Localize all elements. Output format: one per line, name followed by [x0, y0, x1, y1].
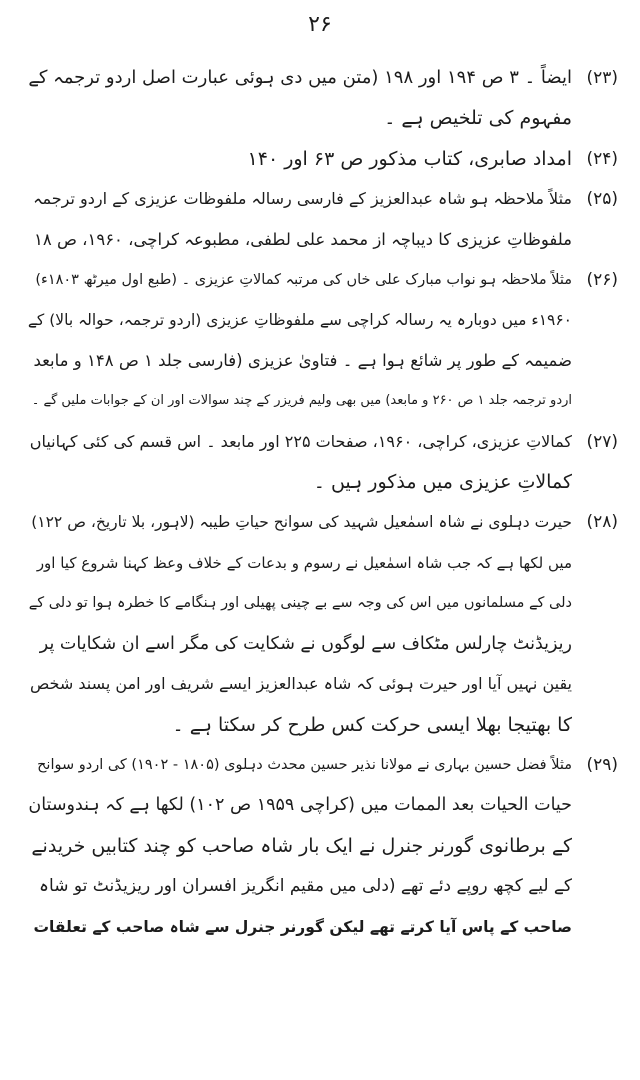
footnotes-list	[28, 58, 618, 947]
footnote-number: (۲۶)	[586, 270, 618, 291]
footnote-line: صاحب کے پاس آیا کرتے تھے لیکن گورنر جنرل سے شاہ صاحب کے تعلقات	[33, 917, 572, 936]
footnote-number: (۲۹)	[586, 754, 618, 775]
footnote	[28, 58, 618, 139]
page-number: ۲۶	[308, 12, 332, 37]
footnote-line: ۱۹۶۰ء میں دوبارہ یہ رسالہ کراچی سے ملفوظاتِ عزیزی (اردو ترجمہ، حوالہ بالا) کے	[28, 311, 572, 330]
footnote-line: ملفوظاتِ عزیزی کا دیباچہ از محمد علی لطفی، مطبوعہ کراچی، ۱۹۶۰، ص ۱۸	[33, 229, 572, 249]
footnote-line: یقین نہیں آیا اور حیرت ہوئی کہ شاہ عبدالعزیز ایسے شریف اور امن پسند شخص	[29, 674, 572, 694]
footnote-line: مثلاً ملاحظہ ہو نواب مبارک علی خاں کی مرتبہ کمالاتِ عزیزی ۔ (طبع اول میرٹھ ۱۸۰۳ء)	[35, 272, 572, 289]
footnote-line: اردو ترجمہ جلد ۱ ص ۲۶۰ و مابعد) میں بھی ولیم فریزر کے چند سوالات اور ان کے جوابات ملیں گے ۔	[31, 393, 572, 409]
footnote	[28, 179, 618, 260]
footnote	[28, 139, 618, 179]
footnote-line: ریزیڈنٹ چارلس مٹکاف سے لوگوں نے شکایت کی مگر اسے ان شکایات پر	[39, 633, 572, 654]
footnote	[28, 422, 618, 503]
footnote	[28, 745, 618, 947]
footnote-line: ضمیمہ کے طور پر شائع ہوا ہے ۔ فتاویٰ عزیزی (فارسی جلد ۱ ص ۱۴۸ و مابعد	[33, 350, 572, 370]
footnote-line: امداد صابری، کتاب مذکور ص ۶۳ اور ۱۴۰	[247, 147, 572, 170]
footnote-number: (۲۵)	[586, 189, 618, 210]
footnote-line: دلی کے مسلمانوں میں اس کی وجہ سے بے چینی پھیلی اور ہنگامے کا خطرہ ہوا تو دلی کے	[28, 595, 572, 612]
footnote	[28, 260, 618, 422]
footnote-line: کمالاتِ عزیزی، کراچی، ۱۹۶۰، صفحات ۲۲۵ اور مابعد ۔ اس قسم کی کئی کہانیاں	[29, 431, 572, 451]
footnote-line: مفہوم کی تلخیص ہے ۔	[384, 107, 572, 130]
footnote-line: کا بھتیجا بھلا ایسی حرکت کس طرح کر سکتا ہے ۔	[172, 713, 572, 736]
footnote-number: (۲۷)	[586, 431, 618, 452]
footnote-line: کے برطانوی گورنر جنرل نے ایک بار شاہ صاحب کو چند کتابیں خریدنے	[31, 834, 572, 857]
footnote-line: مثلاً ملاحظہ ہو شاہ عبدالعزیز کے فارسی رسالہ ملفوظات عزیزی کے اردو ترجمہ	[33, 189, 572, 209]
footnote-line: حیات الحیات بعد الممات میں (کراچی ۱۹۵۹ ص ۱۰۲) لکھا ہے کہ ہندوستان	[28, 795, 572, 816]
footnote-line: ایضاً ۔ ۳ ص ۱۹۴ اور ۱۹۸ (متن میں دی ہوئی عبارت اصل اردو ترجمہ کے	[28, 67, 572, 88]
footnote-number: (۲۸)	[586, 512, 618, 533]
footnote-line: مثلاً فضل حسین بہاری نے مولانا نذیر حسین محدث دہلوی (۱۸۰۵ - ۱۹۰۲) کی اردو سوانح	[37, 756, 572, 773]
footnote-number: (۲۴)	[586, 148, 618, 169]
footnote-line: حیرت دہلوی نے شاہ اسمٰعیل شہید کی سوانح حیاتِ طیبہ (لاہور، بلا تاریخ، ص ۱۲۲)	[31, 513, 572, 532]
footnote-line: کمالاتِ عزیزی میں مذکور ہیں ۔	[313, 471, 572, 494]
footnote-line: کے لیے کچھ روپے دئے تھے (دلی میں مقیم انگریز افسران اور ریزیڈنٹ تو شاہ	[39, 876, 572, 897]
footnote-line: میں لکھا ہے کہ جب شاہ اسمٰعیل نے رسوم و بدعات کے خلاف وعظ کہنا شروع کیا اور	[36, 553, 572, 572]
footnote	[28, 502, 618, 744]
footnote-number: (۲۳)	[586, 68, 618, 88]
